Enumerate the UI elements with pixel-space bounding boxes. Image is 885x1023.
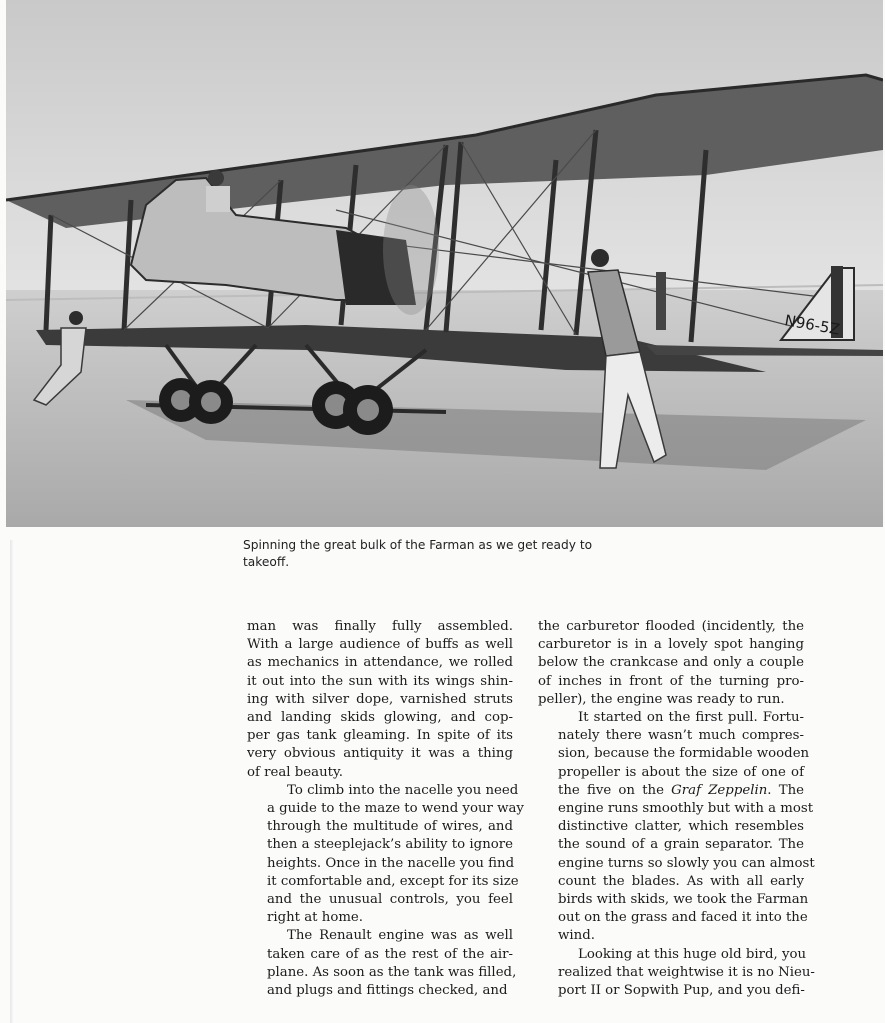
text-line: Looking at this huge old bird, you: [578, 946, 807, 962]
text-line: engine turns so slowly you can almost: [558, 855, 815, 871]
text-line: it comfortable and, except for its size: [267, 873, 519, 889]
tail-marking: N96-5Z: [783, 311, 842, 339]
text-line: of inches in front of the turning pro-: [538, 673, 804, 689]
page-gutter: [10, 540, 13, 1023]
text-line: the five on the Graf Zeppelin. The: [558, 782, 805, 798]
text-line: then a steeplejack’s ability to ignore: [267, 837, 513, 853]
text-line: With a large audience of buffs as well: [247, 637, 513, 653]
paragraph: [247, 782, 524, 928]
text-line: right at home.: [267, 910, 364, 926]
text-line: distinctive clatter, which resembles: [558, 819, 804, 835]
text-line: man was finally fully assembled.: [247, 619, 513, 634]
paragraph: [538, 946, 815, 1001]
text-line: propeller is about the size of one of: [558, 764, 804, 780]
text-line: nately there wasn’t much compres-: [558, 728, 804, 744]
text-line: plane. As soon as the tank was filled,: [267, 964, 517, 980]
text-line: birds with skids, we took the Farman: [558, 892, 809, 908]
text-column-right: [538, 618, 815, 1000]
paragraph: [538, 618, 804, 709]
text-line: sion, because the formidable wooden: [558, 746, 810, 762]
photo-caption: Spinning the great bulk of the Farman as we get ready to takeoff.: [243, 538, 593, 569]
text-line: carburetor is in a lovely spot hanging: [538, 637, 804, 653]
text-line: heights. Once in the nacelle you find: [267, 855, 515, 871]
text-line: a guide to the maze to wend your way: [267, 801, 524, 817]
text-line: as mechanics in attendance, we rolled: [247, 655, 513, 671]
text-line: taken care of as the rest of the air-: [267, 946, 513, 962]
paragraph: [247, 927, 517, 1000]
text-line: below the crankcase and only a couple: [538, 655, 804, 671]
text-line: peller), the engine was ready to run.: [538, 691, 785, 707]
text-line: wind.: [558, 928, 595, 944]
text-line: To climb into the nacelle you need: [287, 782, 519, 798]
text-line: per gas tank gleaming. In spite of its: [247, 728, 513, 744]
text-line: realized that weightwise it is no Nieu-: [558, 964, 815, 980]
text-line: and the unusual controls, you feel: [267, 892, 513, 908]
paragraph: [538, 709, 815, 946]
text-line: of real beauty.: [247, 764, 343, 780]
text-line: the sound of a grain separator. The: [558, 837, 804, 853]
text-line: the carburetor flooded (incidently, the: [538, 619, 804, 634]
text-line: and landing skids glowing, and cop-: [247, 710, 513, 726]
text-line: out on the grass and faced it into the: [558, 910, 808, 926]
farman-biplane-photo: [6, 0, 883, 527]
text-column-left: [247, 618, 524, 1000]
text-line: through the multitude of wires, and: [267, 819, 513, 835]
paragraph: [247, 618, 513, 782]
text-line: port II or Sopwith Pup, and you defi-: [558, 983, 805, 999]
text-line: It started on the first pull. Fortu-: [578, 710, 804, 726]
text-line: ing with silver dope, varnished struts: [247, 691, 513, 707]
text-line: and plugs and fittings checked, and: [267, 983, 508, 999]
text-line: it out into the sun with its wings shin-: [247, 673, 513, 689]
text-line: very obvious antiquity it was a thing: [247, 746, 513, 762]
text-line: The Renault engine was as well: [287, 928, 513, 944]
text-line: engine runs smoothly but with a most: [558, 801, 814, 817]
text-line: count the blades. As with all early: [558, 873, 804, 889]
